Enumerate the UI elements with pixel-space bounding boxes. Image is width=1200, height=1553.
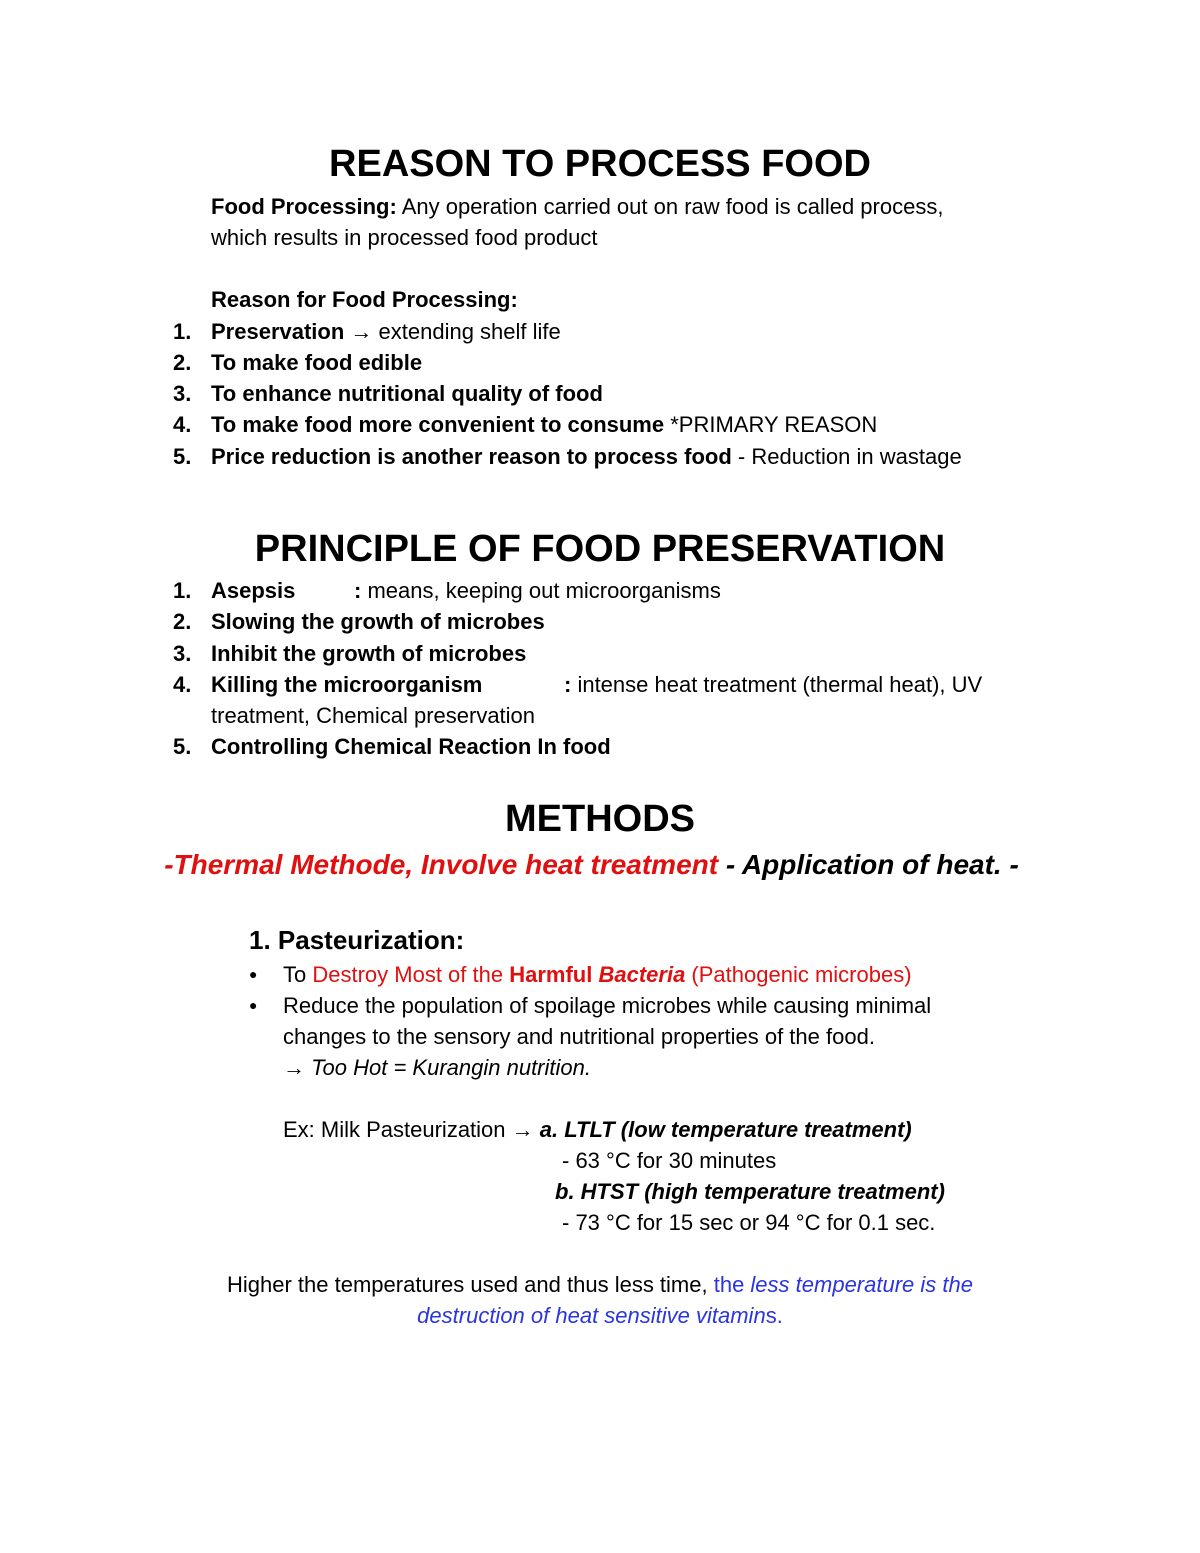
htst-value: - 73 °C for 15 sec or 94 °C for 0.1 sec. — [562, 1210, 936, 1235]
list-item-rest: - Reduction in wastage — [731, 444, 962, 469]
list-number: 4. — [173, 672, 192, 697]
list-item-rest — [564, 669, 982, 700]
bullet-reduce-population-line1: Reduce the population of spoilage microbes while causing minimal — [283, 993, 932, 1018]
ltlt-label: a. LTLT (low temperature treatment) — [539, 1117, 912, 1142]
list-item — [211, 441, 962, 472]
bullet-icon: ● — [249, 997, 258, 1013]
definition-text: Any operation carried out on raw food is called process, — [396, 194, 944, 219]
ltlt-value: - 63 °C for 30 minutes — [562, 1148, 777, 1173]
definition-line-2: which results in processed food product — [211, 225, 598, 250]
conclusion-line-1 — [0, 1269, 1200, 1300]
heading-number: 1. — [249, 925, 271, 955]
list-item-bold: Killing the microorganism — [211, 672, 483, 697]
conclusion-text: Higher the temperatures used and thus less time, — [227, 1272, 714, 1297]
conclusion-blue: s. — [765, 1303, 783, 1328]
list-item: Controlling Chemical Reaction In food — [211, 734, 611, 759]
section-title-methods: METHODS — [505, 798, 695, 840]
subtitle-application: - Application of heat. - — [718, 849, 1019, 880]
text-red-bold-italic: Bacteria — [598, 962, 686, 987]
text-red: (Pathogenic microbes) — [685, 962, 912, 987]
conclusion-line-2 — [0, 1300, 1200, 1331]
primary-reason-note: *PRIMARY REASON — [664, 412, 878, 437]
list-item-bold: To make food more convenient to consume — [211, 412, 665, 437]
list-item: Inhibit the growth of microbes — [211, 641, 527, 666]
colon: : — [354, 578, 362, 603]
list-item: Slowing the growth of microbes — [211, 609, 545, 634]
list-item-bold: Price reduction is another reason to process food — [211, 444, 732, 469]
list-item: To make food edible — [211, 350, 423, 375]
list-item-continuation: treatment, Chemical preservation — [211, 703, 536, 728]
list-number: 2. — [173, 609, 192, 634]
bullet-reduce-population-line2: changes to the sensory and nutritional properties of the food. — [283, 1024, 875, 1049]
list-number: 1. — [173, 578, 192, 603]
heading-title: Pasteurization: — [277, 925, 465, 955]
too-hot-note: → Too Hot = Kurangin nutrition. — [283, 1055, 591, 1080]
list-number: 2. — [173, 350, 192, 375]
section-title-reason: REASON TO PROCESS FOOD — [329, 143, 871, 185]
text-red-bold: Harmful — [509, 962, 599, 987]
list-item — [211, 409, 877, 440]
list-number: 5. — [173, 734, 192, 759]
bullet-icon: ● — [249, 966, 258, 982]
list-item-rest: → extending shelf life — [350, 319, 561, 344]
conclusion-blue-italic: less temperature is the — [750, 1272, 973, 1297]
definition-line-1 — [211, 191, 943, 222]
reason-heading: Reason for Food Processing: — [211, 287, 518, 312]
methods-subtitle — [0, 848, 1183, 882]
list-item-rest — [354, 575, 721, 606]
list-number: 1. — [173, 319, 192, 344]
list-number: 4. — [173, 412, 192, 437]
list-item — [211, 316, 561, 347]
conclusion-blue: the — [713, 1272, 751, 1297]
definition-label: Food Processing: — [211, 194, 397, 219]
pasteurization-heading — [249, 923, 464, 957]
htst-label: b. HTST (high temperature treatment) — [555, 1179, 945, 1204]
ex-text: Ex: Milk Pasteurization → — [283, 1117, 540, 1142]
list-item-bold: Asepsis — [211, 578, 296, 603]
list-item-bold: Preservation — [211, 319, 351, 344]
bullet-destroy-bacteria — [283, 959, 912, 990]
conclusion-blue-italic: destruction of heat sensitive vitamin — [417, 1303, 766, 1328]
list-number: 5. — [173, 444, 192, 469]
list-number: 3. — [173, 381, 192, 406]
list-item-text: means, keeping out microorganisms — [361, 578, 721, 603]
list-number: 3. — [173, 641, 192, 666]
section-title-principle: PRINCIPLE OF FOOD PRESERVATION — [254, 528, 946, 570]
colon: : — [564, 672, 572, 697]
text: To — [283, 962, 313, 987]
list-item-text: intense heat treatment (thermal heat), UV — [571, 672, 983, 697]
text-red: Destroy Most of the — [312, 962, 510, 987]
list-item: To enhance nutritional quality of food — [211, 381, 603, 406]
subtitle-thermal: -Thermal Methode, Involve heat treatment — [164, 849, 719, 880]
example-label — [283, 1114, 912, 1145]
